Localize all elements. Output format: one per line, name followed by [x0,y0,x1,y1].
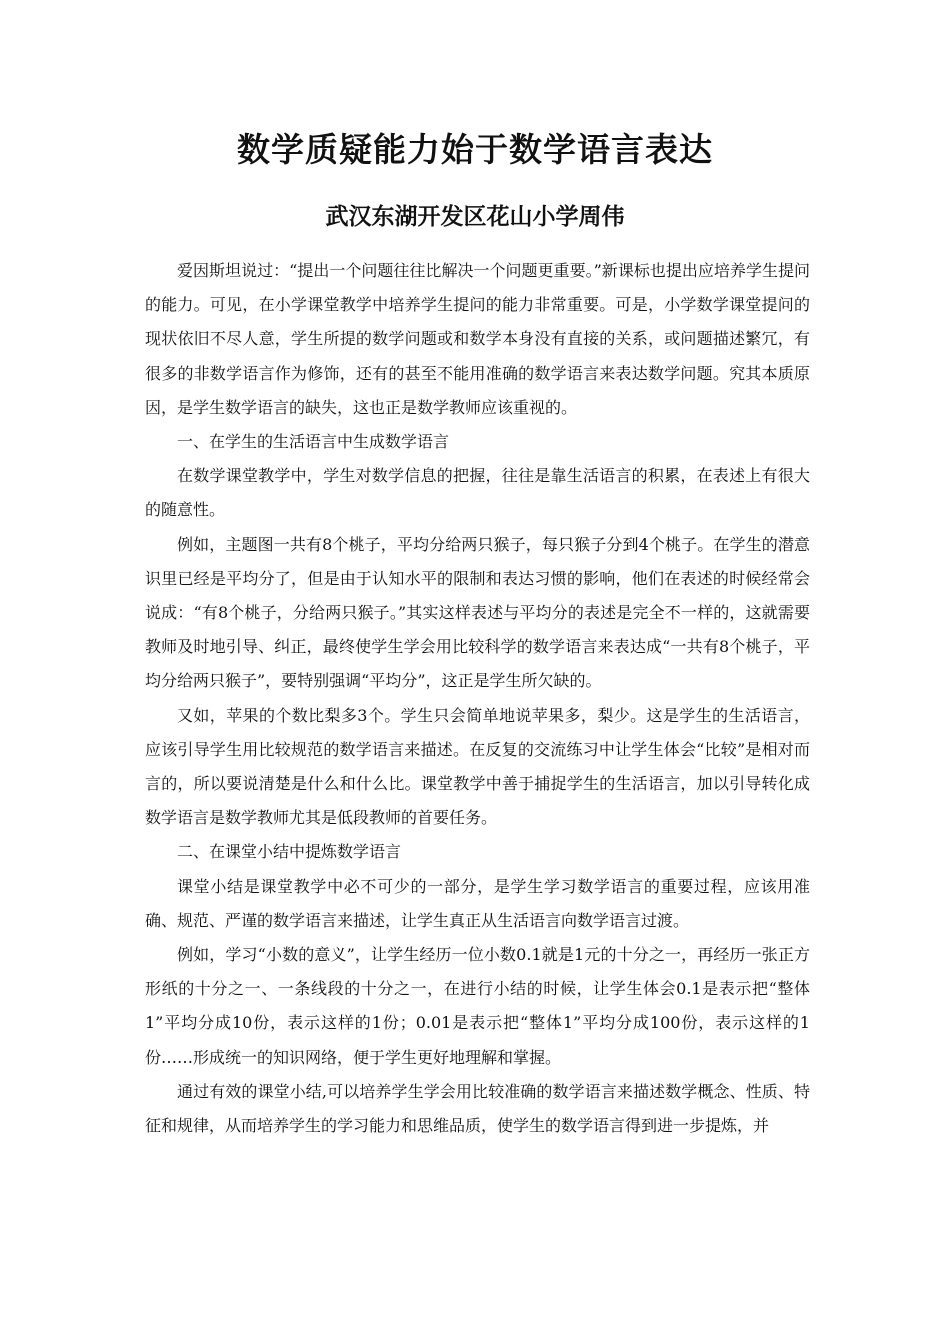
paragraph: 通过有效的课堂小结,可以培养学生学会用比较准确的数学语言来描述数学概念、性质、特征和规律，从而培养学生的学习能力和思维品质，使学生的数学语言得到进一步提炼，并 [145,1081,810,1136]
paragraph: 例如，主题图一共有8个桃子，平均分给两只猴子，每只猴子分到4个桃子。在学生的潜意识里已经是平均分了，但是由于认知水平的限制和表达习惯的影响，他们在表述的时候经常会说成：“有8个桃子，分给两只猴子。”其实这样表述与平均分的表述是完全不一样的，这就需要教师及时地引导、纠正，最终使学生学会用比较科学的数学语言来表达成“一共有8个桃子，平均分给两只猴子”，要特别强调“平均分”，这正是学生所欠缺的。 [145,534,810,691]
paragraph: 课堂小结是课堂教学中必不可少的一部分，是学生学习数学语言的重要过程，应该用准确、规范、严谨的数学语言来描述，让学生真正从生活语言向数学语言过渡。 [145,876,810,930]
section-heading-1: 一、在学生的生活语言中生成数学语言 [177,432,450,452]
author-line: 武汉东湖开发区花山小学周伟 [325,203,625,230]
document-title: 数学质疑能力始于数学语言表达 [237,130,713,169]
paragraph: 例如，学习“小数的意义”，让学生经历一位小数0.1就是1元的十分之一，再经历一张正方形纸的十分之一、一条线段的十分之一，在进行小结的时候，让学生体会0.1是表示把“整体1”平均分成10份，表示这样的1份；0.01是表示把“整体1”平均分成100份，表示这样的1份……形成统一的知识网络，便于学生更好地理解和掌握。 [145,945,810,1067]
paragraph: 在数学课堂教学中，学生对数学信息的把握，往往是靠生活语言的积累，在表述上有很大的随意性。 [145,466,810,520]
document-body [145,254,810,1143]
section-heading-2: 二、在课堂小结中提炼数学语言 [177,842,402,862]
paragraph-intro: 爱因斯坦说过：“提出一个问题往往比解决一个问题更重要。”新课标也提出应培养学生提问的能力。可见，在小学课堂教学中培养学生提问的能力非常重要。可是，小学数学课堂提问的现状依旧不尽人意，学生所提的数学问题或和数学本身没有直接的关系，或问题描述繁冗，有很多的非数学语言作为修饰，还有的甚至不能用准确的数学语言来表达数学问题。究其本质原因，是学生数学语言的缺失，这也正是数学教师应该重视的。 [145,261,810,417]
paragraph: 又如，苹果的个数比梨多3个。学生只会简单地说苹果多，梨少。这是学生的生活语言，应该引导学生用比较规范的数学语言来描述。在反复的交流练习中让学生体会“比较”是相对而言的，所以要说清楚是什么和什么比。课堂教学中善于捕捉学生的生活语言，加以引导转化成数学语言是数学教师尤其是低段教师的首要任务。 [145,705,810,828]
